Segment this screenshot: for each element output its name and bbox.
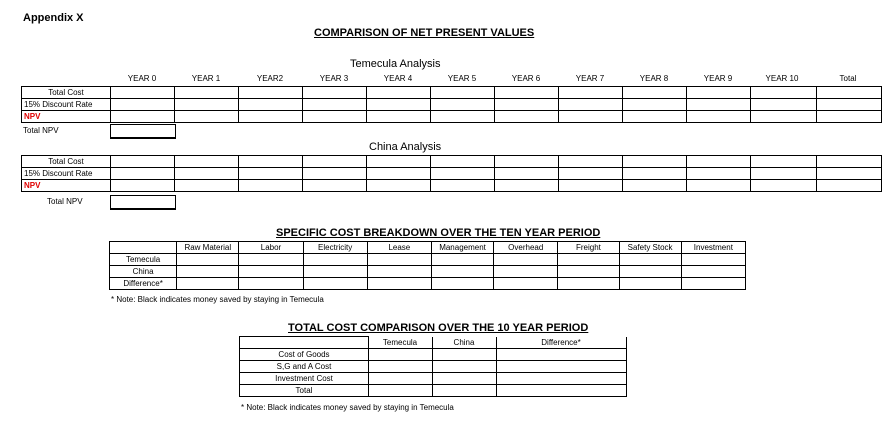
data-cell[interactable] (433, 373, 497, 385)
data-cell[interactable] (175, 111, 239, 123)
data-cell[interactable] (817, 156, 882, 168)
data-cell[interactable] (751, 180, 817, 192)
data-cell[interactable] (687, 111, 751, 123)
data-cell[interactable] (559, 156, 623, 168)
data-cell[interactable] (495, 87, 559, 99)
column-header: Electricity (303, 242, 367, 254)
data-cell[interactable] (431, 87, 495, 99)
data-cell[interactable] (817, 111, 882, 123)
data-cell[interactable] (369, 373, 433, 385)
data-cell[interactable] (369, 385, 433, 397)
data-cell[interactable] (239, 254, 303, 266)
data-cell[interactable] (497, 373, 627, 385)
table-header-row (240, 337, 627, 349)
data-cell[interactable] (623, 111, 687, 123)
data-cell[interactable] (111, 180, 175, 192)
data-cell[interactable] (559, 168, 623, 180)
data-cell[interactable] (687, 180, 751, 192)
data-cell[interactable] (494, 278, 558, 290)
data-cell[interactable] (177, 278, 239, 290)
data-cell[interactable] (687, 99, 751, 111)
data-cell[interactable] (239, 111, 303, 123)
corner-cell (240, 337, 369, 349)
data-cell[interactable] (431, 99, 495, 111)
year-header-row-temecula (110, 74, 881, 84)
data-cell[interactable] (175, 180, 239, 192)
table-row (22, 111, 882, 123)
header-spacer (497, 337, 627, 349)
table-header-row (110, 242, 746, 254)
data-cell[interactable] (497, 349, 627, 361)
breakdown-title: SPECIFIC COST BREAKDOWN OVER THE TEN YEAR PERIOD (276, 227, 601, 239)
data-cell[interactable] (239, 180, 303, 192)
row-label-sga-cost: S,G and A Cost (240, 361, 369, 373)
data-cell[interactable] (111, 156, 175, 168)
row-label-difference: Difference* (110, 278, 177, 290)
data-cell[interactable] (367, 156, 431, 168)
data-cell[interactable] (177, 266, 239, 278)
column-header: Lease (367, 242, 431, 254)
row-label-investment-cost: Investment Cost (240, 373, 369, 385)
data-cell[interactable] (817, 99, 882, 111)
table-row (240, 385, 627, 397)
data-cell[interactable] (303, 168, 367, 180)
data-cell[interactable] (751, 156, 817, 168)
row-label-china: China (110, 266, 177, 278)
table-row (22, 168, 882, 180)
year-header: YEAR 4 (383, 74, 413, 83)
data-cell[interactable] (367, 99, 431, 111)
data-cell[interactable] (433, 385, 497, 397)
data-cell[interactable] (175, 87, 239, 99)
data-cell[interactable] (433, 349, 497, 361)
data-cell[interactable] (239, 278, 303, 290)
column-header: Overhead (494, 242, 558, 254)
year-header: YEAR2 (256, 74, 284, 83)
column-header: Labor (239, 242, 303, 254)
data-cell[interactable] (177, 254, 239, 266)
data-cell[interactable] (495, 156, 559, 168)
year-header: YEAR 3 (319, 74, 349, 83)
table-row (110, 278, 746, 290)
header-spacer (369, 337, 433, 349)
year-header: YEAR 5 (447, 74, 477, 83)
year-header: YEAR 0 (127, 74, 157, 83)
data-cell[interactable] (681, 278, 745, 290)
row-label-total: Total (240, 385, 369, 397)
data-cell[interactable] (623, 87, 687, 99)
year-header: YEAR 10 (765, 74, 799, 83)
column-header: Management (431, 242, 493, 254)
china-analysis-title: China Analysis (369, 141, 442, 153)
data-cell[interactable] (367, 254, 431, 266)
data-cell[interactable] (239, 156, 303, 168)
table-row (240, 349, 627, 361)
data-cell[interactable] (303, 156, 367, 168)
data-cell[interactable] (619, 254, 681, 266)
row-label-discount-rate: 15% Discount Rate (22, 99, 111, 111)
data-cell[interactable] (559, 87, 623, 99)
data-cell[interactable] (367, 111, 431, 123)
column-header: Difference* (541, 338, 581, 347)
total-npv-label: Total NPV (23, 126, 59, 135)
data-cell[interactable] (558, 278, 619, 290)
data-cell[interactable] (303, 99, 367, 111)
table-row (110, 266, 746, 278)
data-cell[interactable] (497, 361, 627, 373)
data-cell[interactable] (497, 385, 627, 397)
data-cell[interactable] (495, 180, 559, 192)
column-header: Freight (558, 242, 619, 254)
row-label-temecula: Temecula (110, 254, 177, 266)
data-cell[interactable] (431, 168, 495, 180)
data-cell[interactable] (623, 156, 687, 168)
year-header: YEAR 7 (575, 74, 605, 83)
total-comparison-table (239, 336, 627, 397)
table-row (240, 373, 627, 385)
table-row (22, 87, 882, 99)
total-npv-label: Total NPV (47, 197, 83, 206)
total-comparison-title: TOTAL COST COMPARISON OVER THE 10 YEAR PERIOD (288, 322, 589, 334)
row-label-npv: NPV (22, 180, 111, 192)
row-label-cost-of-goods: Cost of Goods (240, 349, 369, 361)
data-cell[interactable] (817, 87, 882, 99)
data-cell[interactable] (431, 254, 493, 266)
corner-cell (110, 242, 177, 254)
page-title: COMPARISON OF NET PRESENT VALUES (314, 27, 535, 39)
year-header: YEAR 8 (639, 74, 669, 83)
data-cell[interactable] (111, 87, 175, 99)
data-cell[interactable] (687, 87, 751, 99)
total-npv-cell[interactable] (110, 124, 176, 139)
table-row (110, 254, 746, 266)
data-cell[interactable] (433, 361, 497, 373)
temecula-analysis-title: Temecula Analysis (350, 58, 441, 70)
data-cell[interactable] (303, 87, 367, 99)
data-cell[interactable] (687, 156, 751, 168)
data-cell[interactable] (558, 254, 619, 266)
data-cell[interactable] (239, 266, 303, 278)
data-cell[interactable] (751, 168, 817, 180)
data-cell[interactable] (367, 87, 431, 99)
data-cell[interactable] (175, 168, 239, 180)
data-cell[interactable] (431, 156, 495, 168)
data-cell[interactable] (431, 278, 493, 290)
data-cell[interactable] (303, 278, 367, 290)
data-cell[interactable] (619, 266, 681, 278)
data-cell[interactable] (681, 266, 745, 278)
row-label-total-cost: Total Cost (22, 156, 111, 168)
year-header: YEAR 6 (511, 74, 541, 83)
header-spacer (433, 337, 497, 349)
data-cell[interactable] (175, 156, 239, 168)
data-cell[interactable] (494, 266, 558, 278)
data-cell[interactable] (431, 111, 495, 123)
data-cell[interactable] (303, 111, 367, 123)
temecula-npv-table (21, 86, 882, 123)
data-cell[interactable] (369, 349, 433, 361)
data-cell[interactable] (367, 168, 431, 180)
column-header: Safety Stock (619, 242, 681, 254)
data-cell[interactable] (367, 180, 431, 192)
total-comparison-note: * Note: Black indicates money saved by staying in Temecula (241, 403, 454, 412)
year-header: YEAR 1 (191, 74, 221, 83)
data-cell[interactable] (303, 266, 367, 278)
data-cell[interactable] (367, 278, 431, 290)
year-header: Total (839, 74, 857, 83)
row-label-total-cost: Total Cost (22, 87, 111, 99)
data-cell[interactable] (369, 361, 433, 373)
data-cell[interactable] (559, 99, 623, 111)
table-row (22, 99, 882, 111)
data-cell[interactable] (559, 180, 623, 192)
data-cell[interactable] (623, 99, 687, 111)
data-cell[interactable] (751, 111, 817, 123)
data-cell[interactable] (239, 87, 303, 99)
data-cell[interactable] (619, 278, 681, 290)
column-header: Raw Material (177, 242, 239, 254)
data-cell[interactable] (111, 168, 175, 180)
data-cell[interactable] (687, 168, 751, 180)
column-header: Investment (681, 242, 745, 254)
data-cell[interactable] (431, 266, 493, 278)
column-header: Temecula (382, 338, 418, 347)
data-cell[interactable] (817, 180, 882, 192)
row-label-discount-rate: 15% Discount Rate (22, 168, 111, 180)
data-cell[interactable] (681, 254, 745, 266)
appendix-label: Appendix X (23, 12, 84, 24)
breakdown-note: * Note: Black indicates money saved by staying in Temecula (111, 295, 324, 304)
data-cell[interactable] (303, 180, 367, 192)
data-cell[interactable] (558, 266, 619, 278)
data-cell[interactable] (495, 111, 559, 123)
table-row (22, 156, 882, 168)
data-cell[interactable] (111, 111, 175, 123)
data-cell[interactable] (495, 168, 559, 180)
data-cell[interactable] (623, 180, 687, 192)
total-npv-cell[interactable] (110, 195, 176, 210)
data-cell[interactable] (751, 99, 817, 111)
data-cell[interactable] (431, 180, 495, 192)
data-cell[interactable] (111, 99, 175, 111)
data-cell[interactable] (623, 168, 687, 180)
table-row (22, 180, 882, 192)
column-header: China (453, 338, 475, 347)
data-cell[interactable] (495, 99, 559, 111)
data-cell[interactable] (817, 168, 882, 180)
data-cell[interactable] (239, 168, 303, 180)
data-cell[interactable] (494, 254, 558, 266)
data-cell[interactable] (175, 99, 239, 111)
data-cell[interactable] (559, 111, 623, 123)
table-row (240, 361, 627, 373)
data-cell[interactable] (367, 266, 431, 278)
china-npv-table (21, 155, 882, 192)
year-header: YEAR 9 (703, 74, 733, 83)
data-cell[interactable] (303, 254, 367, 266)
cost-breakdown-table (109, 241, 746, 290)
row-label-npv: NPV (22, 111, 111, 123)
data-cell[interactable] (751, 87, 817, 99)
data-cell[interactable] (239, 99, 303, 111)
